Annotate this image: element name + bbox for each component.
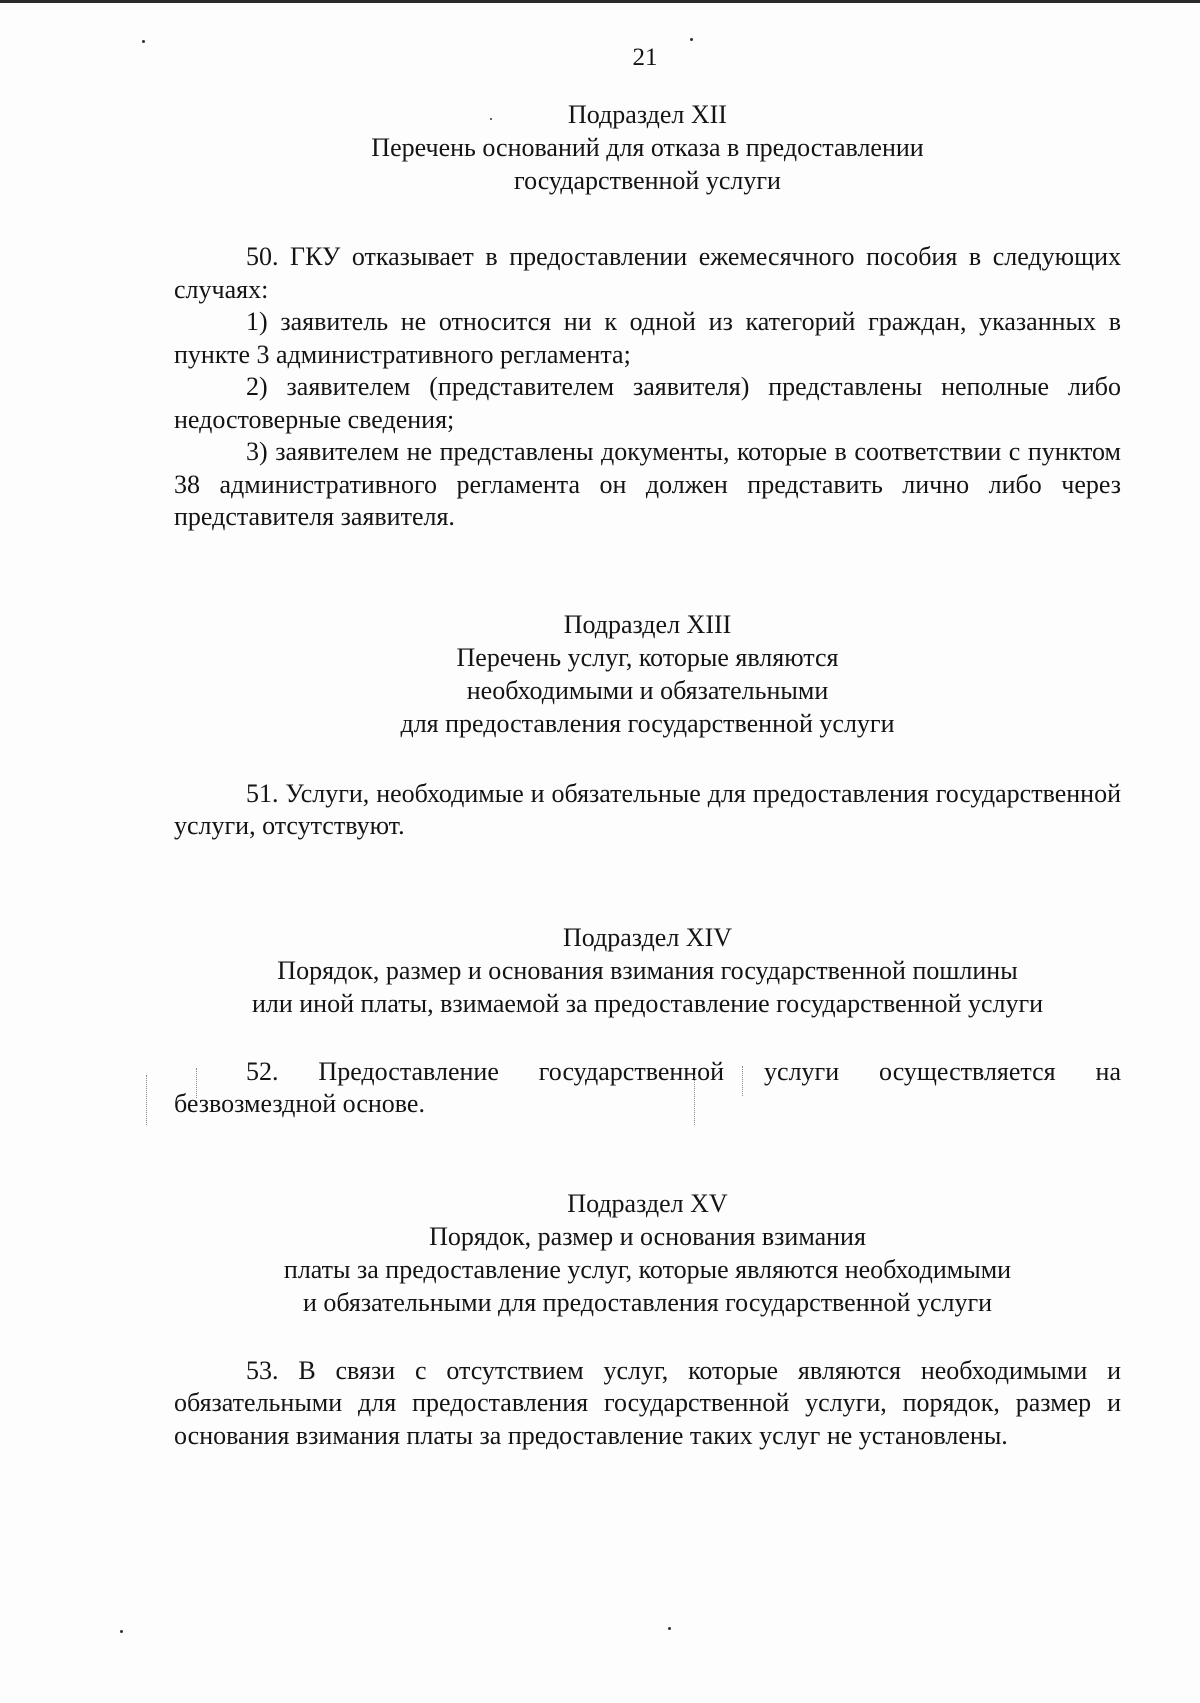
heading-line: платы за предоставление услуг, которые являются необходимыми — [283, 1254, 1012, 1284]
section-text-xv — [174, 1355, 1121, 1453]
heading-line: и обязательными для предоставления государственной услуги — [302, 1287, 993, 1317]
list-item-3: 3) заявителем не представлены документы, которые в соответствии с пунктом 38 административного регламента он должен представить лично либо через представителя заявителя. — [174, 437, 1121, 531]
scan-mark — [196, 1068, 201, 1098]
list-item-2: 2) заявителем (представителем заявителя) представлены неполные либо недостоверные сведения; — [174, 372, 1121, 434]
heading-line: государственной услуги — [514, 166, 781, 195]
paragraph-52: 52. Предоставление государственной услуги осуществляется на безвозмездной основе. — [174, 1056, 1121, 1118]
section-heading-xiii — [174, 608, 1121, 740]
heading-line: Подраздел XV — [567, 1188, 728, 1218]
scan-top-edge — [0, 0, 1200, 3]
heading-line: Порядок, размер и основания взимания — [429, 1221, 866, 1251]
scan-speck — [142, 40, 145, 43]
scan-speck — [668, 1627, 671, 1630]
heading-line: необходимыми и обязательными — [466, 675, 829, 705]
heading-line: Подраздел XII — [568, 100, 727, 129]
section-heading-xii — [174, 98, 1121, 197]
list-item-1: 1) заявитель не относится ни к одной из категорий граждан, указанных в пункте 3 административного регламента; — [174, 307, 1121, 369]
heading-line: Порядок, размер и основания взимания государственной пошлины — [277, 955, 1018, 985]
heading-line: Перечень услуг, которые являются — [456, 642, 839, 672]
document-body — [174, 98, 1121, 1452]
scan-mark — [146, 1075, 151, 1125]
heading-line: или иной платы, взимаемой за предоставление государственной услуги — [251, 988, 1044, 1018]
heading-line: Подраздел XIV — [562, 922, 733, 952]
heading-line: Подраздел XIII — [563, 609, 732, 639]
heading-line: Перечень оснований для отказа в предоставлении — [371, 133, 924, 162]
paragraph-51: 51. Услуги, необходимые и обязательные для предоставления государственной услуги, отсутствуют. — [174, 778, 1121, 840]
scan-speck — [490, 118, 492, 120]
heading-line: для предоставления государственной услуги — [400, 708, 895, 738]
page-number: 21 — [632, 44, 658, 71]
scan-mark — [742, 1066, 747, 1096]
section-text-xii — [174, 241, 1121, 534]
scan-speck — [120, 1630, 123, 1633]
scan-mark — [694, 1075, 699, 1125]
section-heading-xiv — [174, 921, 1121, 1020]
section-heading-xv — [174, 1187, 1121, 1319]
section-text-xiii — [174, 778, 1121, 843]
section-text-xiv — [174, 1056, 1121, 1121]
paragraph-50: 50. ГКУ отказывает в предоставлении ежемесячного пособия в следующих случаях: — [174, 242, 1121, 304]
paragraph-53: 53. В связи с отсутствием услуг, которые являются необходимыми и обязательными для предоставления государственной услуги, порядок, размер и основания взимания платы за предоставление таких услуг не установлены. — [174, 1355, 1121, 1450]
scan-speck — [690, 38, 693, 41]
